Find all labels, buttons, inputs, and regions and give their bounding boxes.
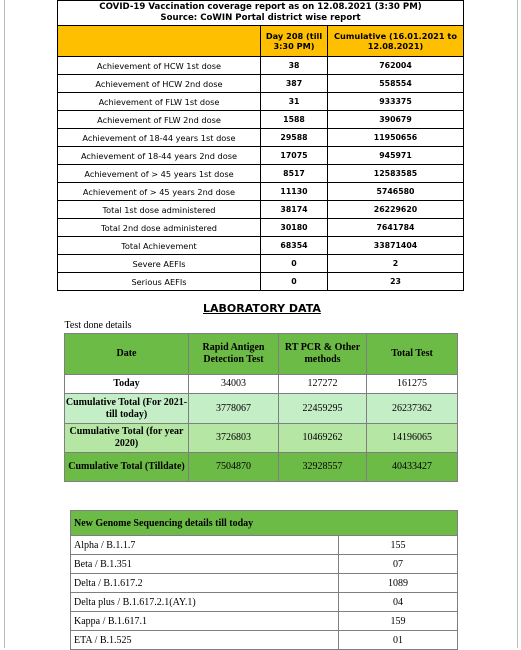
vaccination-source: Source: CoWIN Portal district wise report [160, 13, 361, 23]
variant-name: Kappa / B.1.617.1 [71, 612, 339, 631]
page-left-border [4, 0, 5, 648]
row-label: Today [65, 375, 189, 394]
row-label: Achievement of HCW 2nd dose [58, 75, 261, 93]
row-cumulative-value: 558554 [328, 75, 464, 93]
table-row [58, 273, 464, 291]
vaccination-title [58, 1, 464, 26]
vaccination-title-line1: COVID-19 Vaccination coverage report as on 12.08.2021 (3:30 PM) [99, 2, 422, 12]
variant-count: 155 [339, 536, 458, 555]
row-label: Cumulative Total (Tilldate) [65, 453, 189, 482]
row-label: Severe AEFIs [58, 255, 261, 273]
caption-filler [367, 319, 458, 334]
row-total-value: 161275 [367, 375, 458, 394]
row-rtpcr-value: 10469262 [279, 424, 367, 453]
variant-count: 159 [339, 612, 458, 631]
table-row [65, 375, 458, 394]
row-label: Achievement of 18-44 years 1st dose [58, 129, 261, 147]
laboratory-header-row [65, 334, 458, 375]
table-row [58, 219, 464, 237]
table-row [71, 631, 458, 650]
table-row [71, 555, 458, 574]
col-cumulative-header: Cumulative (16.01.2021 to 12.08.2021) [328, 26, 464, 57]
caption-filler [189, 319, 279, 334]
row-rtpcr-value: 32928557 [279, 453, 367, 482]
row-cumulative-value: 7641784 [328, 219, 464, 237]
table-row [58, 201, 464, 219]
row-day-value: 1588 [261, 111, 328, 129]
table-row [58, 111, 464, 129]
table-row [71, 536, 458, 555]
row-cumulative-value: 762004 [328, 57, 464, 75]
table-row [58, 165, 464, 183]
variant-count: 01 [339, 631, 458, 650]
variant-name: Beta / B.1.351 [71, 555, 339, 574]
row-day-value: 0 [261, 273, 328, 291]
row-day-value: 29588 [261, 129, 328, 147]
table-row [58, 57, 464, 75]
row-cumulative-value: 23 [328, 273, 464, 291]
variant-name: ETA / B.1.525 [71, 631, 339, 650]
row-cumulative-value: 33871404 [328, 237, 464, 255]
row-label: Achievement of FLW 1st dose [58, 93, 261, 111]
table-row [58, 75, 464, 93]
row-cumulative-value: 12583585 [328, 165, 464, 183]
table-row [58, 237, 464, 255]
vaccination-header-row [58, 26, 464, 57]
vaccination-table [57, 0, 464, 291]
variant-count: 04 [339, 593, 458, 612]
row-day-value: 11130 [261, 183, 328, 201]
row-day-value: 38 [261, 57, 328, 75]
header-date: Date [65, 334, 189, 375]
table-row [58, 93, 464, 111]
row-rat-value: 34003 [189, 375, 279, 394]
genome-header-row [71, 511, 458, 536]
col-day-header: Day 208 (till 3:30 PM) [261, 26, 328, 57]
table-row [65, 453, 458, 482]
row-day-value: 38174 [261, 201, 328, 219]
row-rat-value: 3726803 [189, 424, 279, 453]
header-rapid-antigen: Rapid Antigen Detection Test [189, 334, 279, 375]
row-cumulative-value: 5746580 [328, 183, 464, 201]
row-label: Achievement of > 45 years 2nd dose [58, 183, 261, 201]
variant-count: 1089 [339, 574, 458, 593]
variant-name: Delta plus / B.1.617.2.1(AY.1) [71, 593, 339, 612]
row-label: Cumulative Total (For 2021- till today) [65, 394, 189, 424]
row-rtpcr-value: 127272 [279, 375, 367, 394]
table-row [58, 183, 464, 201]
row-label: Achievement of 18-44 years 2nd dose [58, 147, 261, 165]
laboratory-title: LABORATORY DATA [203, 302, 321, 315]
row-cumulative-value: 2 [328, 255, 464, 273]
variant-count: 07 [339, 555, 458, 574]
row-label: Achievement of HCW 1st dose [58, 57, 261, 75]
table-row [58, 129, 464, 147]
row-label: Serious AEFIs [58, 273, 261, 291]
row-day-value: 68354 [261, 237, 328, 255]
row-day-value: 31 [261, 93, 328, 111]
row-day-value: 8517 [261, 165, 328, 183]
row-cumulative-value: 26229620 [328, 201, 464, 219]
page-right-border [517, 0, 518, 648]
row-rtpcr-value: 22459295 [279, 394, 367, 424]
row-cumulative-value: 390679 [328, 111, 464, 129]
table-row [71, 574, 458, 593]
laboratory-table [64, 319, 458, 482]
row-total-value: 14196065 [367, 424, 458, 453]
variant-name: Delta / B.1.617.2 [71, 574, 339, 593]
laboratory-caption-row [65, 319, 458, 334]
table-row [58, 147, 464, 165]
genome-table [70, 510, 458, 650]
caption-filler [279, 319, 367, 334]
row-label: Achievement of FLW 2nd dose [58, 111, 261, 129]
row-day-value: 0 [261, 255, 328, 273]
row-cumulative-value: 945971 [328, 147, 464, 165]
row-rat-value: 7504870 [189, 453, 279, 482]
row-label: Total 1st dose administered [58, 201, 261, 219]
genome-title: New Genome Sequencing details till today [71, 511, 458, 536]
row-day-value: 387 [261, 75, 328, 93]
row-label: Achievement of > 45 years 1st dose [58, 165, 261, 183]
row-total-value: 40433427 [367, 453, 458, 482]
table-row [65, 394, 458, 424]
row-day-value: 17075 [261, 147, 328, 165]
table-row [58, 255, 464, 273]
row-cumulative-value: 11950656 [328, 129, 464, 147]
row-day-value: 30180 [261, 219, 328, 237]
table-row [65, 424, 458, 453]
table-row [71, 612, 458, 631]
row-label: Total Achievement [58, 237, 261, 255]
row-rat-value: 3778067 [189, 394, 279, 424]
row-label: Total 2nd dose administered [58, 219, 261, 237]
table-row [71, 593, 458, 612]
header-rtpcr: RT PCR & Other methods [279, 334, 367, 375]
laboratory-caption: Test done details [64, 320, 132, 331]
vaccination-header-blank [58, 26, 261, 57]
row-cumulative-value: 933375 [328, 93, 464, 111]
row-label: Cumulative Total (for year 2020) [65, 424, 189, 453]
variant-name: Alpha / B.1.1.7 [71, 536, 339, 555]
header-total-test: Total Test [367, 334, 458, 375]
vaccination-title-row [58, 1, 464, 26]
row-total-value: 26237362 [367, 394, 458, 424]
